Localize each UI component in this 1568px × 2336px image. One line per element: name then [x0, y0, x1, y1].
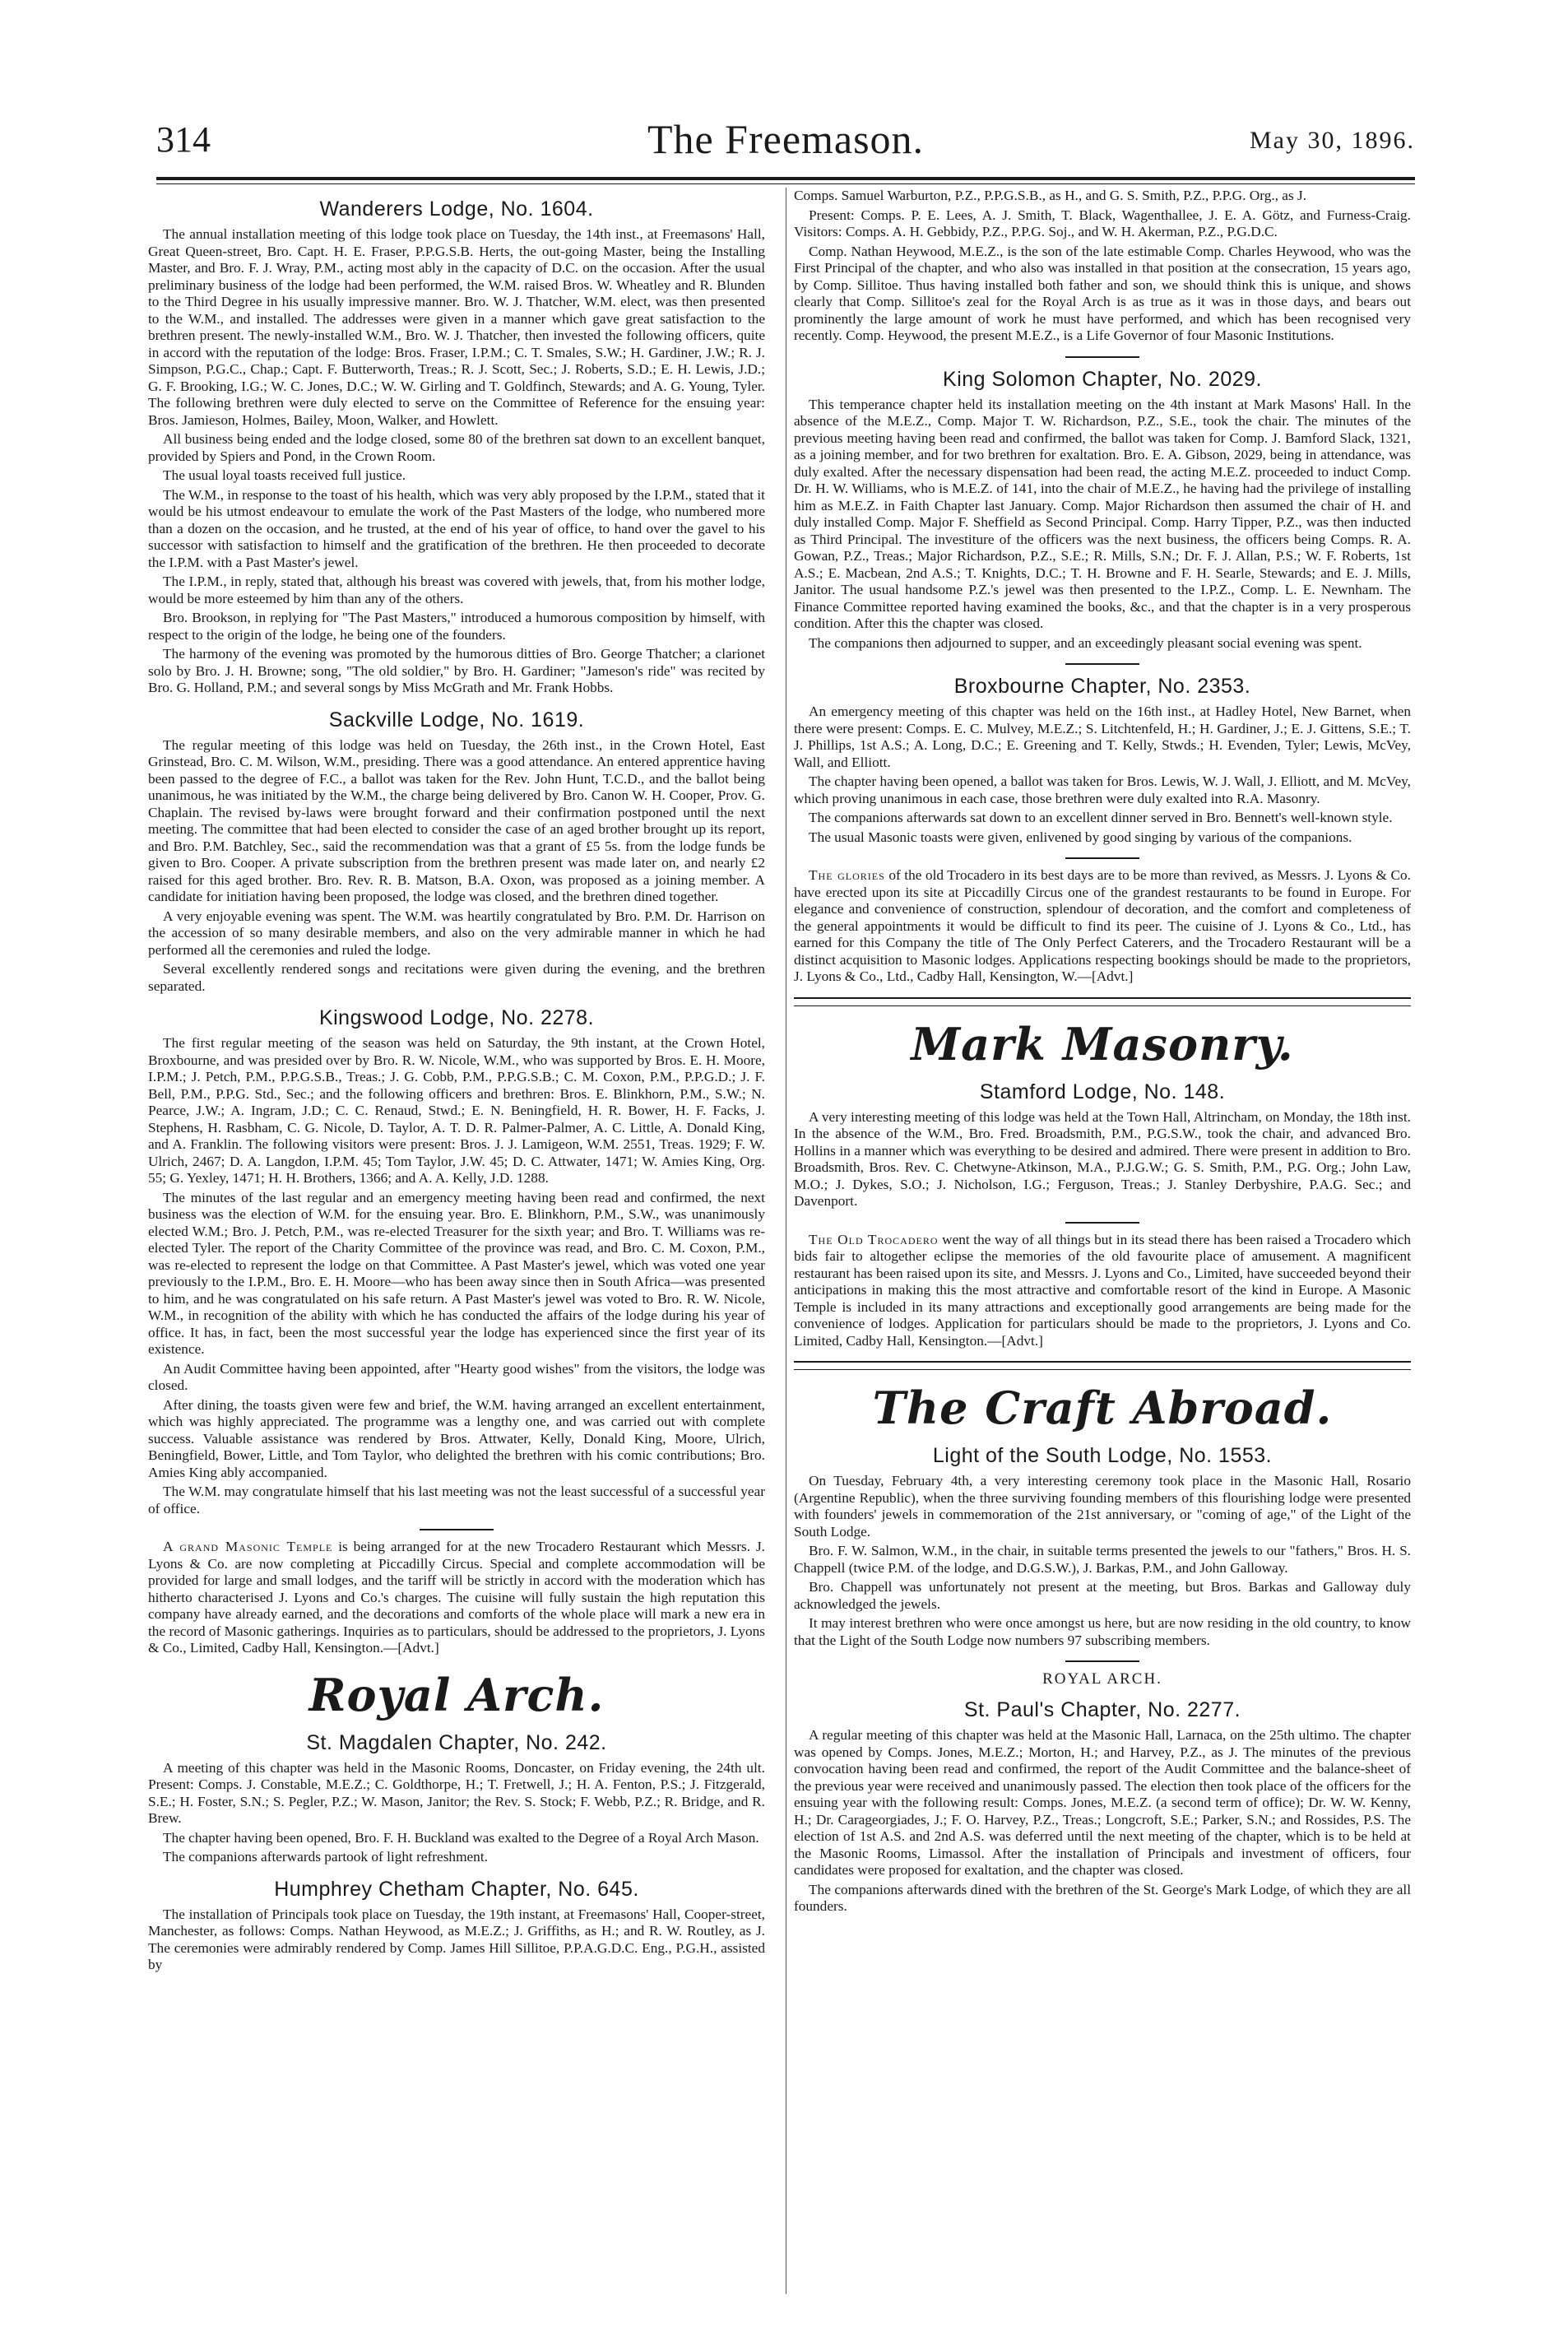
paragraph: A very enjoyable evening was spent. The W.M. was heartily congratulated by Bro. P.M. Dr. Harrison on the accession of so many desirable members, and also on the very admirable manner in which he had performed all the ceremonies and ruled the lodge. — [148, 908, 765, 958]
paragraph: The companions afterwards dined with the brethren of the St. George's Mark Lodge, of which they are all founders. — [794, 1881, 1411, 1914]
paragraph: A regular meeting of this chapter was held at the Masonic Hall, Larnaca, on the 25th ultimo. The chapter was opened by Comps. Jones, M.E.Z.; Morton, H.; and Harvey, P.Z., as J. The minutes of the previous convocation having been read and confirmed, the report of the Audit Committee and the balance-sheet of the previous year were received and unanimously passed. The election then took place of the officers for the ensuing year with the following result: Comps. Jones, M.E.Z. (a second term of office); Dr. W. W. Kenny, H.; Dr. Carageorgiades, J.; F. O. Harvey, P.Z., Treas.; Longcroft, S.E.; Parker, S.N.; and Rossides, P.S. The election of 1st A.S. and 2nd A.S. was deferred until the next meeting of the chapter, which is to be held at the Masonic Rooms, Limassol. After the installation of Principals and investment of officers, four candidates were proposed for exaltation, and the chapter was closed. — [794, 1727, 1411, 1878]
article-title: Stamford Lodge, No. 148. — [979, 1080, 1226, 1103]
article-light-of-the-south-lodge — [794, 1444, 1411, 1649]
paragraph: The usual Masonic toasts were given, enlivened by good singing by various of the companions. — [809, 829, 1352, 845]
paragraph: The installation of Principals took place on Tuesday, the 19th instant, at Freemasons' Hall, Cooper-street, Manchester, as follows: Comps. Nathan Heywood, as M.E.Z.; J. Griffiths, as H.; and R. W. Routley, as J. The ceremonies were admirably rendered by Comp. James Hill Sillitoe, P.P.A.G.D.C. Eng., P.G.H., assisted by — [148, 1906, 765, 1972]
paragraph: A very interesting meeting of this lodge was held at the Town Hall, Altrincham, on Monday, the 18th inst. In the absence of the W.M., Bro. Fred. Broadsmith, P.M., P.G.S.W., took the chair, and advanced Bro. Hollins in a manner which was everything to be desired and admired. There were present in addition to Bro. Broadsmith, Bros. Rev. C. Chetwyne-Atkinson, M.A., P.J.G.W.; G. S. Smith, P.M., P.G. Org.; John Law, M.O.; J. Dykes, S.O.; J. Nicholson, I.G.; Ferguson, Treas.; J. Stanley Derbyshire, P.A.G. Sec.; and Davenport. — [794, 1108, 1411, 1209]
section-heading-craft-abroad: The Craft Abroad. — [872, 1382, 1333, 1434]
advert-old-trocadero — [794, 1232, 1411, 1350]
paragraph: A meeting of this chapter was held in the Masonic Rooms, Doncaster, on Friday evening, the 24th ult. Present: Comps. J. Constable, M.E.Z.; C. Goldthorpe, H.; T. Fretwell, J.; H. A. Fenton, P.S.; J. Fitzgerald, S.E.; H. Foster, S.N.; S. Pegler, P.Z.; W. Mason, Janitor; the Rev. S. Stock; F. Webb, P.Z.; R. Bridge, and R. Brew. — [148, 1759, 765, 1826]
paragraph: This temperance chapter held its installation meeting on the 4th instant at Mark Masons' Hall. In the absence of the M.E.Z., Comp. Major T. W. Richardson, P.Z., S.E., took the chair. The minutes of the previous meeting having been read and confirmed, the ballot was taken for Comp. J. Bamford Slack, 1321, as a joining member, and for two brethren for exaltation. Bro. E. A. Gibson, 2029, being in attendance, was duly exalted. After the necessary dispensation had been read, the acting M.E.Z. proceeded to induct Comp. Dr. H. W. Williams, who is M.E.Z. of 141, into the chair of M.E.Z., he having had the privilege of installing him as M.E.Z. in Faith Chapter last January. Comp. Major Richardson then assumed the chair of H. and duly installed Comp. Major F. Sheffield as Second Principal. Comp. Harry Tipper, P.Z., was then inducted as Third Principal. The investiture of the officers was the next business, the officers being Comps. R. A. Gowan, P.Z., Treas.; Major Richardson, P.Z., S.E.; R. Mills, S.N.; Dr. F. J. Allan, P.S.; W. F. Roberts, 1st A.S.; E. Macbean, 2nd A.S.; T. Knights, D.C.; T. H. Browne and F. H. Searle, Stewards; and E. J. Mills, Janitor. The usual handsome P.Z.'s jewel was then presented to the I.P.Z., Comp. L. E. Newnham. The Finance Committee reported having examined the books, &c., and that the chapter is in a very prosperous condition. After this the chapter was closed. — [794, 396, 1411, 631]
paragraph: The usual loyal toasts received full justice. — [163, 467, 406, 483]
article-king-solomon-chapter — [794, 368, 1411, 653]
article-title: Kingswood Lodge, No. 2278. — [318, 1006, 595, 1029]
separator-rule — [1065, 1660, 1139, 1662]
advert-text: went the way of all things but in its stead there has been raised a Trocadero which bids fair to altogether eclipse the memories of the old favourite place of amusement. A magnificent restaurant has been raised upon its site, and Messrs. J. Lyons and Co., Limited, have succeeded beyond their anticipations in making this the most attractive and comfortable resort of the kind in Europe. A Masonic Temple is included in its many attractions and exceptionally good arrangements are being made for the convenience of lodges. Application for particulars should be made to the proprietors, J. Lyons and Co. Limited, Cadby Hall, Kensington.—[Advt.] — [794, 1231, 1411, 1349]
paragraph: Present: Comps. P. E. Lees, A. J. Smith, T. Black, Wagenthallee, J. E. A. Götz, and Furness-Craig. Visitors: Comps. A. H. Gebbidy, P.Z., P.P.G. Soj., and W. H. Akerman, P.Z., P.G.D.C. — [794, 207, 1411, 239]
paragraph: The regular meeting of this lodge was held on Tuesday, the 26th inst., in the Crown Hotel, East Grinstead, Bro. C. M. Wilson, W.M., presiding. There was a good attendance. An entered apprentice having been passed to the degree of F.C., a ballot was taken for the Rev. John Hunt, T.C.D., and the ballot being unanimous, he was initiated by the W.M., the charge being delivered by Bro. Canon W. H. Cooper, Prov. G. Chaplain. The revised by-laws were brought forward and their confirmation postponed until the next meeting. The committee that had been elected to consider the case of an aged brother brought up its report, and Bro. P.M. Batchley, Sec., said the recommendation was that a grant of £5 5s. from the lodge funds be given to Bro. Cooper. A private subscription from the brethren present was made later on, and nearly £2 raised for this aged brother. Bro. Rev. R. B. Matson, B.A. Oxon, was proposed as a joining member. A candidate for initiation having been proposed, the lodge was closed, and the brethren dined together. — [148, 736, 765, 904]
paragraph: The companions afterwards sat down to an excellent dinner served in Bro. Bennett's well-known style. — [809, 810, 1393, 825]
subsection-royal-arch: ROYAL ARCH. — [1042, 1670, 1162, 1688]
article-broxbourne-chapter — [794, 675, 1411, 846]
paragraph: The I.P.M., in reply, stated that, although his breast was covered with jewels, that, from his mother lodge, would be more esteemed by him than any of the others. — [148, 574, 765, 606]
advert-text: of the old Trocadero in its best days are to be more than revived, as Messrs. J. Lyons & Co. have erected upon its site at Piccadilly Circus one of the grandest restaurants to be found in Europe. For elegance and convenience of construction, splendour of decoration, and the comfort and completeness of the general appointments it would be difficult to find its peer. The cuisine of J. Lyons & Co., Ltd., has earned for this Company the title of The Only Perfect Caterers, and the Trocadero Restaurant will be a distinct acquisition to Masonic lodges. Applications respecting bookings should be made to the proprietors, J. Lyons & Co., Ltd., Cadby Hall, Kensington, W.—[Advt.] — [794, 867, 1411, 984]
advert-text: is being arranged for at the new Trocadero Restaurant which Messrs. J. Lyons & Co. are now completing at Piccadilly Circus. Special and complete accommodation will be provided for large and small lodges, and the tariff will be strictly in accord with the moderation which has hitherto characterised J. Lyons and Co.'s charges. The cuisine will fully sustain the high reputation this company have already earned, and the decorations and comforts of the whole place will mark a new era in the record of Masonic gatherings. Inquiries as to particulars, should be addressed to the proprietors, J. Lyons & Co., Limited, Cadby Hall, Kensington.—[Advt.] — [148, 1539, 765, 1656]
paper-title: The Freemason. — [647, 116, 925, 162]
advert-trocadero-glories — [794, 867, 1411, 986]
paragraph: The companions then adjourned to supper, and an exceedingly pleasant social evening was spent. — [809, 634, 1362, 651]
separator-rule — [1065, 857, 1139, 859]
advert-lead: The Old Trocadero — [809, 1231, 939, 1247]
advert-grand-masonic-temple — [148, 1539, 765, 1657]
article-title: St. Paul's Chapter, No. 2277. — [963, 1698, 1241, 1721]
left-column — [148, 188, 765, 1985]
separator-rule — [420, 1529, 494, 1530]
article-humphrey-chetham-chapter — [148, 1878, 765, 1974]
section-heading-royal-arch: Royal Arch. — [308, 1668, 605, 1721]
paragraph: An emergency meeting of this chapter was held on the 16th inst., at Hadley Hotel, New Barnet, when there were present: Comps. E. C. Mulvey, M.E.Z.; S. Litchtenfeld, H.; H. Gardiner, J.; E. J. Gittens, S.E.; T. J. Phillips, 1st A.S.; A. Long, D.C.; E. Greening and T. Kelly, Stwds.; H. Evenden, Tyler; Lewis, McVey, Wall, and Elliott. — [794, 704, 1411, 770]
paragraph: Bro. Brookson, in replying for "The Past Masters," introduced a humorous composition by himself, with respect to the origin of the lodge, he being one of the founders. — [148, 610, 765, 643]
article-kingswood-lodge — [148, 1006, 765, 1517]
paragraph: After dining, the toasts given were few and brief, the W.M. having arranged an excellent entertainment, which was highly appreciated. The programme was a lengthy one, and was carried out with complete success. Valuable assistance was rendered by Bros. Attwater, Kelly, Donald King, Moore, Ulrich, Beningfield, Bower, Little, and Tom Taylor, who delighted the brethren with his comic contributions; Bro. Amies King ably accompanied. — [148, 1396, 765, 1480]
article-title: Sackville Lodge, No. 1619. — [328, 708, 585, 731]
separator-rule — [1065, 663, 1139, 665]
right-column — [794, 188, 1411, 1927]
issue-date: May 30, 1896. — [1250, 127, 1415, 154]
article-title: St. Magdalen Chapter, No. 242. — [306, 1730, 607, 1754]
section-rules — [794, 997, 1411, 1006]
paragraph: An Audit Committee having been appointed, after "Hearty good wishes" from the visitors, the lodge was closed. — [148, 1360, 765, 1393]
article-sackville-lodge — [148, 708, 765, 996]
page-number: 314 — [156, 119, 211, 160]
paragraph: All business being ended and the lodge closed, some 80 of the brethren sat down to an excellent banquet, provided by Spiers and Pond, in the Crown Room. — [148, 431, 765, 464]
article-title: Light of the South Lodge, No. 1553. — [932, 1444, 1273, 1467]
paragraph: Bro. Chappell was unfortunately not present at the meeting, but Bros. Barkas and Galloway duly acknowledged the jewels. — [794, 1579, 1411, 1612]
paragraph: On Tuesday, February 4th, a very interesting ceremony took place in the Masonic Hall, Rosario (Argentine Republic), when the three surviving founding members of this flourishing lodge were presented with founders' jewels in commemoration of the 21st anniversary, or "coming of age," of the Light of the South Lodge. — [794, 1473, 1411, 1540]
paragraph: Several excellently rendered songs and recitations were given during the evening, and the brethren separated. — [148, 961, 765, 994]
paragraph: Comps. Samuel Warburton, P.Z., P.P.G.S.B., as H., and G. S. Smith, P.Z., P.P.G. Org., as J. — [794, 188, 1307, 203]
article-humphrey-chetham-continued — [794, 188, 1411, 345]
separator-rule — [1065, 356, 1139, 358]
section-rules — [794, 1361, 1411, 1370]
paragraph: Comp. Nathan Heywood, M.E.Z., is the son of the late estimable Comp. Charles Heywood, who was the First Principal of the chapter, and who also was installed in that position at the consecration, 15 years ago, by Comp. Sillitoe. Thus having installed both father and son, we should think this is unique, and shows clearly that Comp. Sillitoe's zeal for the Royal Arch is as true as it was in those days, and bears out prominently the large amount of work he must have performed, and which has been recognised very recently. Comp. Heywood, the present M.E.Z., is a Life Governor of four Masonic Institutions. — [794, 243, 1411, 343]
masthead-rule — [156, 177, 1415, 180]
paragraph: The harmony of the evening was promoted by the humorous ditties of Bro. George Thatcher; a clarionet solo by Bro. J. H. Browne; song, "The old soldier," by Bro. H. Gardiner; "Jameson's ride" was recited by Bro. G. Holland, P.M.; and several songs by Miss McGrath and Mr. Frank Hobbs. — [148, 646, 765, 695]
paragraph: The chapter having been opened, a ballot was taken for Bros. Lewis, W. J. Wall, J. Elliott, and M. McVey, which proving unanimous in each case, those brethren were duly exalted into R.A. Masonry. — [794, 773, 1411, 806]
separator-rule — [1065, 1222, 1139, 1224]
article-stamford-lodge — [794, 1080, 1411, 1210]
advert-lead: A grand Masonic Temple — [163, 1539, 333, 1554]
article-wanderers-lodge — [148, 197, 765, 697]
paragraph: The W.M., in response to the toast of his health, which was very ably proposed by the I.P.M., stated that it would be his utmost endeavour to emulate the work of the Past Masters of the lodge, who numbered more than a dozen on the occasion, and he trusted, at the end of his year of office, to hand over the gavel to his successor with satisfaction to himself and the gratification of the brethren. He then proceeded to decorate the I.P.M. with a Past Master's jewel. — [148, 486, 765, 570]
paragraph: It may interest brethren who were once amongst us here, but are now residing in the old country, to know that the Light of the South Lodge now numbers 97 subscribing members. — [794, 1615, 1411, 1648]
paragraph: The W.M. may congratulate himself that his last meeting was not the least successful of a successful year of office. — [148, 1484, 765, 1516]
paragraph: The first regular meeting of the season was held on Saturday, the 9th instant, at the Crown Hotel, Broxbourne, and was presided over by Bro. R. W. Nicole, W.M., who was supported by Bros. E. H. Moore, I.P.M.; J. Petch, P.M., P.P.G.S.B., Treas.; J. G. Cobb, P.M., P.P.G.S.B.; C. M. Coxon, P.M., P.P.G.D.; J. F. Bell, P.M., P.P.G. Std., Sec.; and the following officers and brethren: Bros. E. Blinkhorn, P.M., S.W.; N. Pearce, J.W.; A. Ingram, J.D.; C. C. Renaud, Stwd.; E. N. Beningfield, H. R. Bower, H. F. Facks, J. Stephens, H. Rasbham, C. G. Nicole, D. Taylor, A. T. D. R. Palmer-Palmer, A. C. Little, A. Donald King, and A. Franklin. The following visitors were present: Bros. J. J. Lamigeon, W.M. 2551, Treas. 1929; F. W. Ulrich, 2467; D. A. Langdon, I.P.M. 45; Tom Taylor, J.W. 45; D. C. Attwater, 1471; W. Amies King, Org. 55; G. Yexley, 1471; H. H. Brothers, 1366; and A. A. Kelly, J.D. 1288. — [148, 1035, 765, 1186]
paragraph: The chapter having been opened, Bro. F. H. Buckland was exalted to the Degree of a Royal Arch Mason. — [163, 1829, 759, 1846]
article-st-magdalen-chapter — [148, 1731, 765, 1866]
paragraph: The annual installation meeting of this lodge took place on Tuesday, the 14th inst., at Freemasons' Hall, Great Queen-street, Bro. Capt. H. E. Fraser, P.P.G.S.B. Herts, the out-going Master, being the Installing Master, and Bro. F. J. Wray, P.M., acting most ably in the capacity of D.C. on the occasion. After the usual preliminary business of the lodge had been performed, the W.M. raised Bros. W. Wheatley and R. Blunden to the Third Degree in his usually impressive manner. Bro. W. J. Thatcher, W.M. elect, was then presented to the W.M., and installed. The addresses were given in a manner which gave great satisfaction to the brethren present. The newly-installed W.M., Bro. W. J. Thatcher, then invested the following officers, quite in accord with the reputation of the lodge: Bros. Fraser, I.P.M.; C. T. Smales, S.W.; H. Gardiner, J.W.; R. J. Simpson, P.G.C., Chap.; Capt. F. Butterworth, Treas.; R. J. Scott, Sec.; J. Roberts, S.D.; E. H. Lewis, J.D.; G. F. Brooking, I.G.; W. C. Jones, D.C.; W. W. Girling and T. Goldfinch, Stewards; and A. G. Young, Tyler. The following brethren were duly elected to serve on the Committee of Reference for the ensuing year: Bros. Jamieson, Holmes, Bailey, Moon, Walker, and Howlett. — [148, 226, 765, 428]
article-title: Broxbourne Chapter, No. 2353. — [953, 675, 1251, 698]
paragraph: Bro. F. W. Salmon, W.M., in the chair, in suitable terms presented the jewels to our "fathers," Bros. H. S. Chappell (twice P.M. of the lodge, and D.G.S.W.), J. Barkas, P.M., and John Galloway. — [794, 1543, 1411, 1576]
article-title: Humphrey Chetham Chapter, No. 645. — [274, 1877, 639, 1901]
paragraph: The companions afterwards partook of light refreshment. — [163, 1849, 488, 1865]
masthead-rule-thin — [156, 183, 1415, 184]
masthead — [156, 115, 1415, 181]
advert-lead: The glories — [809, 867, 885, 883]
article-title: King Solomon Chapter, No. 2029. — [943, 367, 1262, 391]
article-st-pauls-chapter — [794, 1698, 1411, 1916]
paragraph: The minutes of the last regular and an emergency meeting having been read and confirmed, the next business was the election of W.M. for the ensuing year. Bro. E. Blinkhorn, P.M., S.W., was unanimously elected W.M.; Bro. J. Petch, P.M., was re-elected Treasurer for the sixth year; and Bro. T. Williams was re-elected Tyler. The report of the Charity Committee of the province was read, and Bro. C. M. Coxon, P.M., was re-elected to represent the lodge on that Committee. A Past Master's jewel, which was voted one year previously to the I.P.M., Bro. E. H. Moore—who has been away since then in South Africa—was presented to him, and he was congratulated on his safe return. A Past Master's jewel was voted to Bro. R. W. Nicole, W.M., in recognition of the ability with which he has conducted the affairs of the lodge during his year of office. It has, in fact, been the most successful year the lodge has experienced since the first year of its existence. — [148, 1189, 765, 1357]
section-heading-mark-masonry: Mark Masonry. — [911, 1017, 1294, 1070]
article-title: Wanderers Lodge, No. 1604. — [319, 197, 594, 221]
